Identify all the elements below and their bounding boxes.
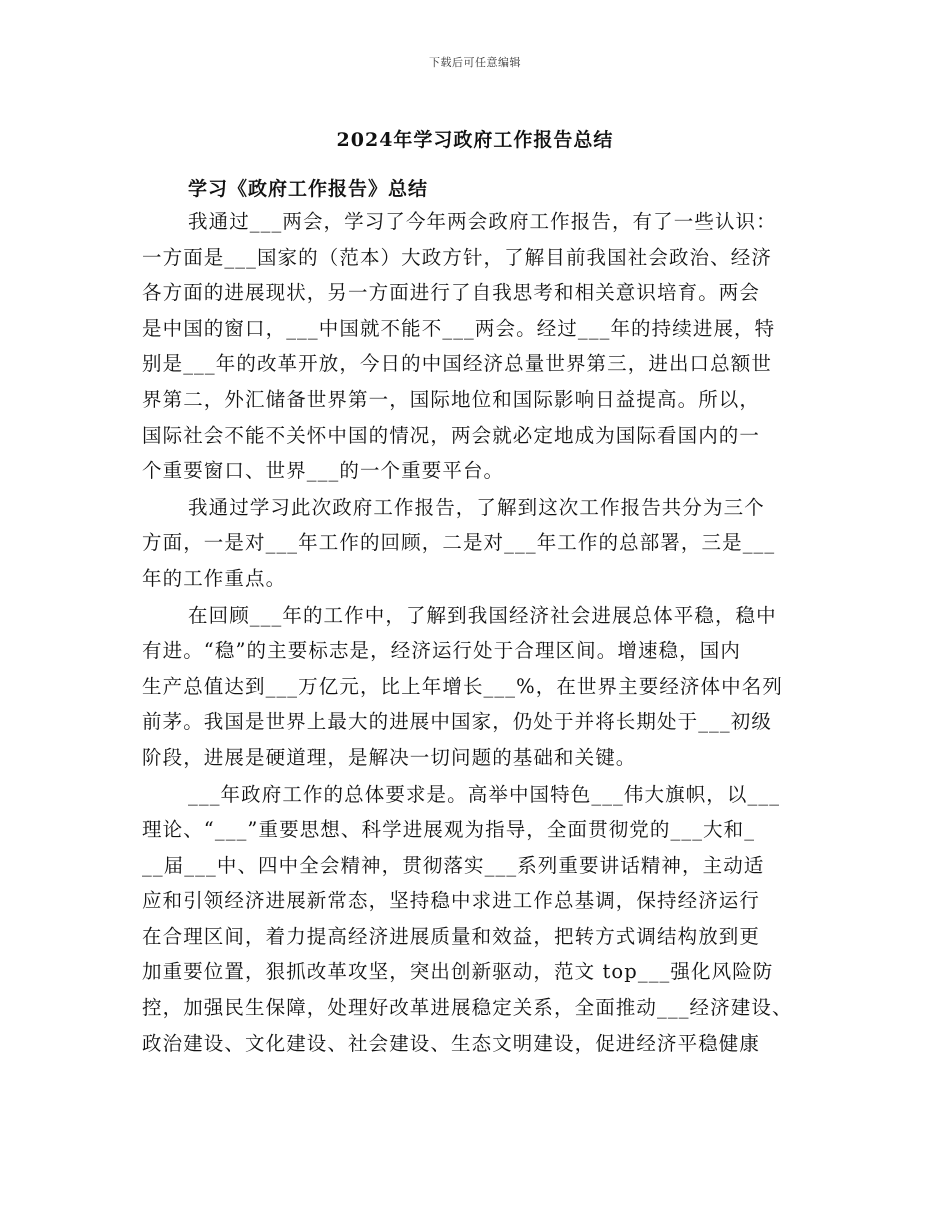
paragraph-line: __届___中、四中全会精神，贯彻落实___系列重要讲话精神，主动适 (142, 853, 765, 877)
paragraph-line: 方面，一是对___年工作的回顾，二是对___年工作的总部署，三是___ (142, 531, 776, 555)
paragraph-line: 控，加强民生保障，处理好改革进展稳定关系，全面推动___经济建设、 (142, 996, 793, 1020)
document-body (142, 204, 822, 1061)
paragraph-line: 阶段，进展是硬道理，是解决一切问题的基础和关键。 (142, 745, 637, 769)
paragraph-line: 生产总值达到___万亿元，比上年增长___%，在世界主要经济体中名列 (142, 674, 783, 698)
paragraph-line: 个重要窗口、世界___的一个重要平台。 (142, 459, 505, 483)
paragraph-line: 前茅。我国是世界上最大的进展中国家，仍处于并将长期处于___初级 (142, 710, 772, 734)
paragraph (142, 490, 822, 597)
paragraph-line: 年的工作重点。 (142, 566, 287, 590)
paragraph-line: 各方面的进展现状，另一方面进行了自我思考和相关意识培育。两会 (142, 281, 761, 305)
paragraph-line: 是中国的窗口，___中国就不能不___两会。经过___年的持续进展，特 (142, 316, 776, 340)
paragraph-line: 别是___年的改革开放，今日的中国经济总量世界第三，进出口总额世 (142, 352, 772, 376)
paragraph (142, 598, 822, 776)
paragraph-line: ___年政府工作的总体要求是。高举中国特色___伟大旗帜，以___ (188, 782, 781, 806)
paragraph-line: 理论、“___”重要思想、科学进展观为指导，全面贯彻党的___大和_ (142, 818, 756, 842)
document-subtitle: 学习《政府工作报告》总结 (188, 178, 429, 200)
paragraph (142, 204, 822, 489)
paragraph-line: 在回顾___年的工作中，了解到我国经济社会进展总体平稳，稳中 (188, 603, 777, 627)
paragraph-line: 应和引领经济进展新常态，坚持稳中求进工作总基调，保持经济运行 (142, 889, 761, 913)
page-header-note: 下载后可任意编辑 (429, 56, 521, 69)
paragraph-line: 我通过___两会，学习了今年两会政府工作报告，有了一些认识： (188, 210, 777, 233)
paragraph (142, 777, 822, 1062)
paragraph-line: 我通过学习此次政府工作报告，了解到这次工作报告共分为三个 (188, 495, 765, 519)
paragraph-line: 界第二，外汇储备世界第一，国际地位和国际影响日益提高。所以， (142, 387, 761, 411)
paragraph-line: 加重要位置，狠抓改革攻坚，突出创新驱动，范文 top___强化风险防 (142, 960, 774, 984)
paragraph-line: 在合理区间，着力提高经济进展质量和效益，把转方式调结构放到更 (142, 924, 761, 948)
paragraph-line: 政治建设、文化建设、社会建设、生态文明建设，促进经济平稳健康 (142, 1031, 761, 1055)
paragraph-line: 一方面是___国家的（范本）大政方针，了解目前我国社会政治、经济 (142, 245, 772, 269)
document-title: 2024年学习政府工作报告总结 (336, 129, 614, 151)
paragraph-line: 国际社会不能不关怀中国的情况，两会就必定地成为国际看国内的一 (142, 423, 761, 447)
paragraph-line: 有进。“稳”的主要标志是，经济运行处于合理区间。增速稳，国内 (142, 639, 741, 663)
